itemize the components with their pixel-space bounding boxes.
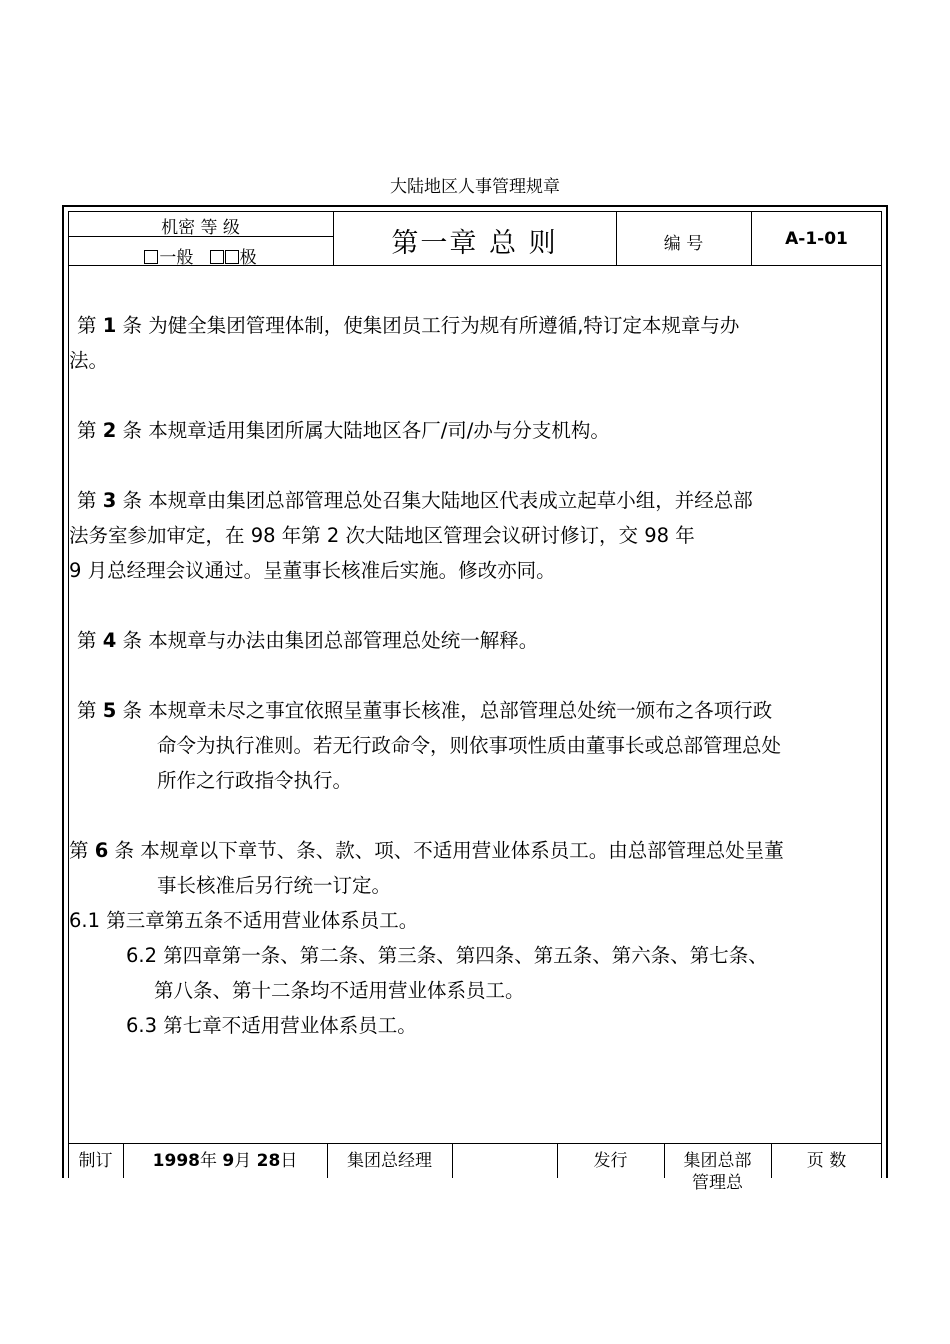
- chapter-title: 第一章 总 则: [391, 228, 558, 259]
- footer-enact-date: 1998年 9月 28日: [152, 1151, 298, 1171]
- document-title: 大陆地区人事管理规章: [390, 177, 560, 197]
- document-number: A-1-01: [785, 229, 848, 249]
- checkbox-level-2: [210, 250, 224, 264]
- article-5-line-1: 第 5 条 本规章未尽之事宜依照呈董事长核准，总部管理总处统一颁布之各项行政: [77, 699, 773, 722]
- footer-issue-label: 发行: [593, 1151, 628, 1171]
- level-suffix-label: 极: [239, 248, 257, 268]
- article-3-line-2: 法务室参加审定，在 98 年第 2 次大陆地区管理会议研讨修订，交 98 年: [69, 524, 695, 547]
- item-6-1: 6.1 第三章第五条不适用营业体系员工。: [69, 909, 419, 932]
- number-label: 编 号: [663, 234, 704, 254]
- article-5-line-2: 命令为执行准则。若无行政命令，则依事项性质由董事长或总部管理总处: [157, 734, 782, 757]
- article-4: 第 4 条 本规章与办法由集团总部管理总处统一解释。: [77, 629, 539, 652]
- article-5-line-3: 所作之行政指令执行。: [157, 769, 353, 792]
- footer-issuer-line-1: 集团总部: [683, 1151, 752, 1171]
- level-general-label: 一般: [159, 248, 194, 268]
- footer-issuer-line-2: 管理总: [692, 1173, 743, 1193]
- footer-divider-3: [452, 1143, 453, 1178]
- footer-pages-label: 页 数: [806, 1151, 847, 1171]
- confidentiality-levels: [68, 243, 333, 268]
- article-3-line-3: 9 月总经理会议通过。呈董事长核准后实施。修改亦同。: [69, 559, 556, 582]
- footer-top-line: [68, 1143, 882, 1144]
- article-1-line-1: 第 1 条 为健全集团管理体制，使集团员工行为规有所遵循,特订定本规章与办: [77, 314, 740, 337]
- checkbox-level-3: [225, 250, 239, 264]
- footer-enact-label: 制订: [78, 1151, 113, 1171]
- footer-approver: 集团总经理: [347, 1151, 432, 1171]
- item-6-2-line-2: 第八条、第十二条均不适用营业体系员工。: [154, 979, 525, 1002]
- article-6-line-1: 第 6 条 本规章以下章节、条、款、项、不适用营业体系员工。由总部管理总处呈董: [69, 839, 784, 862]
- checkbox-general: [144, 250, 158, 264]
- article-3-line-1: 第 3 条 本规章由集团总部管理总处召集大陆地区代表成立起草小组，并经总部: [77, 489, 753, 512]
- confidentiality-label: 机密 等 级: [161, 218, 240, 238]
- item-6-2-line-1: 6.2 第四章第一条、第二条、第三条、第四条、第五条、第六条、第七条、: [126, 944, 768, 967]
- item-6-3: 6.3 第七章不适用营业体系员工。: [126, 1014, 417, 1037]
- article-1-line-2: 法。: [69, 349, 109, 372]
- article-2: 第 2 条 本规章适用集团所属大陆地区各厂/司/办与分支机构。: [77, 419, 610, 442]
- article-6-line-2: 事长核准后另行统一订定。: [157, 874, 392, 897]
